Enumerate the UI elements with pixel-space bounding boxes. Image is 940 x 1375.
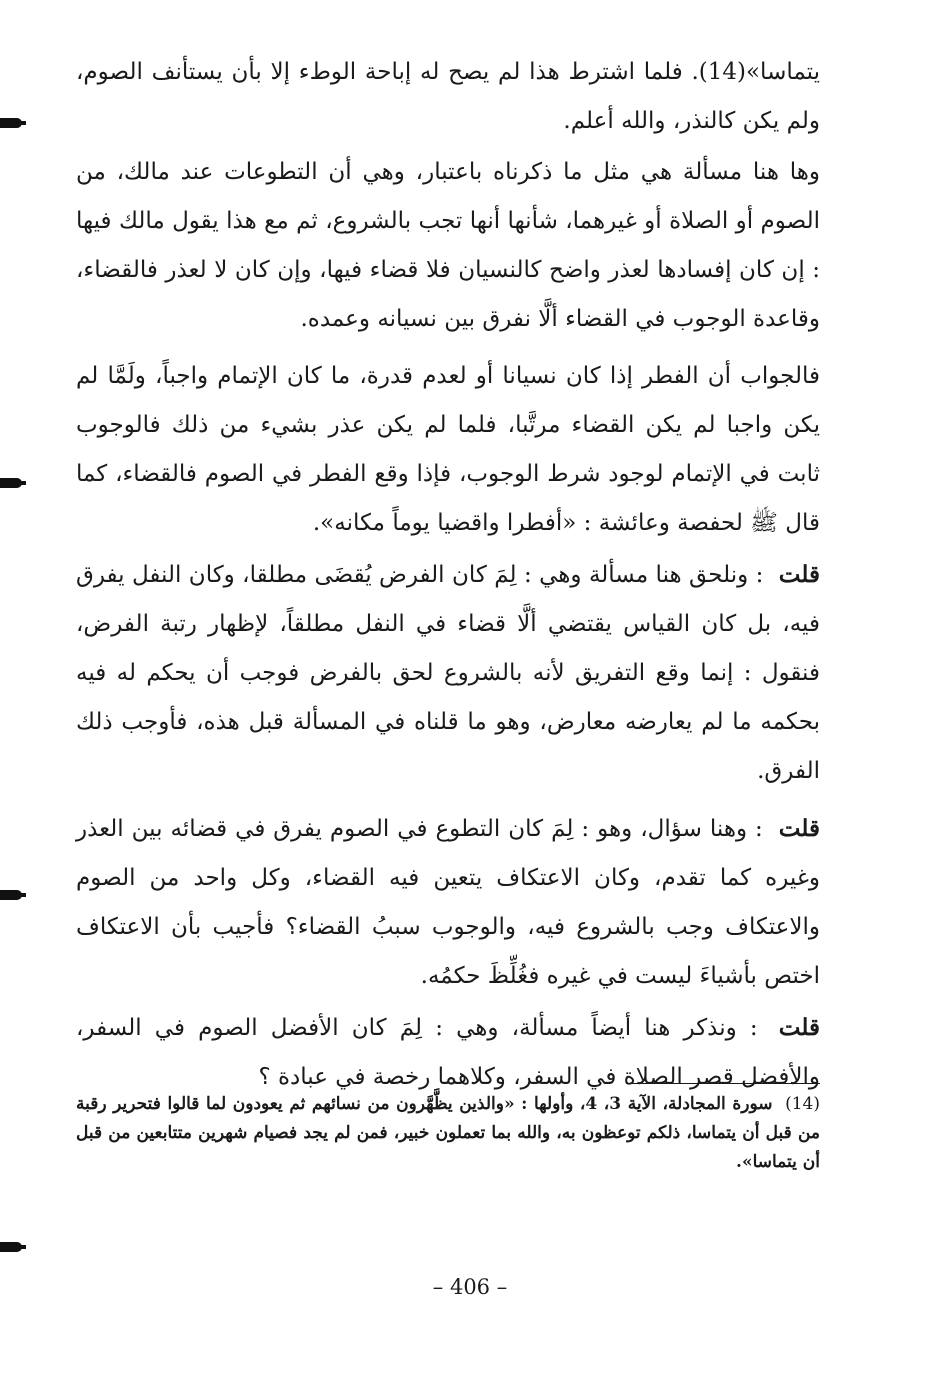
margin-binding-mark xyxy=(0,1242,22,1252)
page-number: – 406 – xyxy=(432,1275,508,1299)
paragraph-text: : ونذكر هنا أيضاً مسألة، وهي : لِمَ كان الأفضل الصوم في السفر، والأفضل قصر الصلاة في السفر، وكلاهما رخصة في عبادة ؟ xyxy=(76,1015,820,1090)
paragraph xyxy=(76,550,820,796)
paragraph-text: وها هنا مسألة هي مثل ما ذكرناه باعتبار، وهي أن التطوعات عند مالك، من الصوم أو الصلاة أو غيرهما، شأنها أنها تجب بالشروع، ثم مع هذا يقول مالك فيها : إن كان إفسادها لعذر واضح كالنسيان فلا قضاء فيها، وإن كان لا لعذر فالقضاء، وقاعدة الوجوب في القضاء ألَّا نفرق بين نسيانه وعمده. xyxy=(76,159,820,332)
margin-binding-mark xyxy=(0,118,22,128)
paragraph xyxy=(76,352,820,548)
footnote-separator xyxy=(626,1083,820,1084)
paragraph xyxy=(76,48,820,146)
margin-binding-mark xyxy=(0,890,22,900)
paragraph xyxy=(76,1003,820,1102)
footnote-number: (14) xyxy=(785,1094,820,1114)
paragraph-lead-word: قلت xyxy=(778,815,820,842)
paragraph-lead-word: قلت xyxy=(778,561,820,588)
paragraph-lead-word: قلت xyxy=(778,1014,820,1041)
paragraph xyxy=(76,804,820,1001)
paragraph-text: : وهنا سؤال، وهو : لِمَ كان التطوع في الصوم يفرق في قضائه بين العذر وغيره كما تقدم، وكان الاعتكاف يتعين فيه القضاء، وكل واحد من الصوم والاعتكاف وجب بالشروع فيه، والوجوب سببُ القضاء؟ فأجيب بأن الاعتكاف اختص بأشياءَ ليست في غيره فغُلِّظَ حكمُه. xyxy=(76,816,821,989)
footnote xyxy=(76,1090,820,1177)
paragraph xyxy=(76,148,820,344)
body-text xyxy=(76,48,820,1102)
footnote-text: سورة المجادلة، الآية 3، 4، وأولها : «والذين يظَّهَّرون من نسائهم ثم يعودون لما قالوا فتحرير رقبة من قبل أن يتماسا، ذلكم توعظون به، والله بما تعملون خبير، فمن لم يجد فصيام شهرين متتابعين من قبل أن يتماسا». xyxy=(76,1094,820,1172)
paragraph-text: فالجواب أن الفطر إذا كان نسيانا أو لعدم قدرة، ما كان الإتمام واجباً، ولَمَّا لم يكن واجبا لم يكن القضاء مرتَّبا، فلما لم يكن عذر بشيء من ذلك فالوجوب ثابت في الإتمام لوجود شرط الوجوب، فإذا وقع الفطر في الصوم فالقضاء، كما قال ﷺ لحفصة وعائشة : «أفطرا واقضيا يوماً مكانه». xyxy=(76,363,820,536)
paragraph-text: يتماسا»(14). فلما اشترط هذا لم يصح له إباحة الوطء إلا بأن يستأنف الصوم، ولم يكن كالنذر، والله أعلم. xyxy=(76,59,820,134)
paragraph-text: : ونلحق هنا مسألة وهي : لِمَ كان الفرض يُقضَى مطلقا، وكان النفل يفرق فيه، بل كان القياس يقتضي ألَّا قضاء في النفل مطلقاً، لإظهار رتبة الفرض، فنقول : إنما وقع التفريق لأنه بالشروع لحق بالفرض فوجب أن يحكم له فيه بحكمه ما لم يعارضه معارض، وهو ما قلناه في المسألة قبل هذه، فأوجب ذلك الفرق. xyxy=(76,562,820,784)
margin-binding-mark xyxy=(0,478,22,488)
